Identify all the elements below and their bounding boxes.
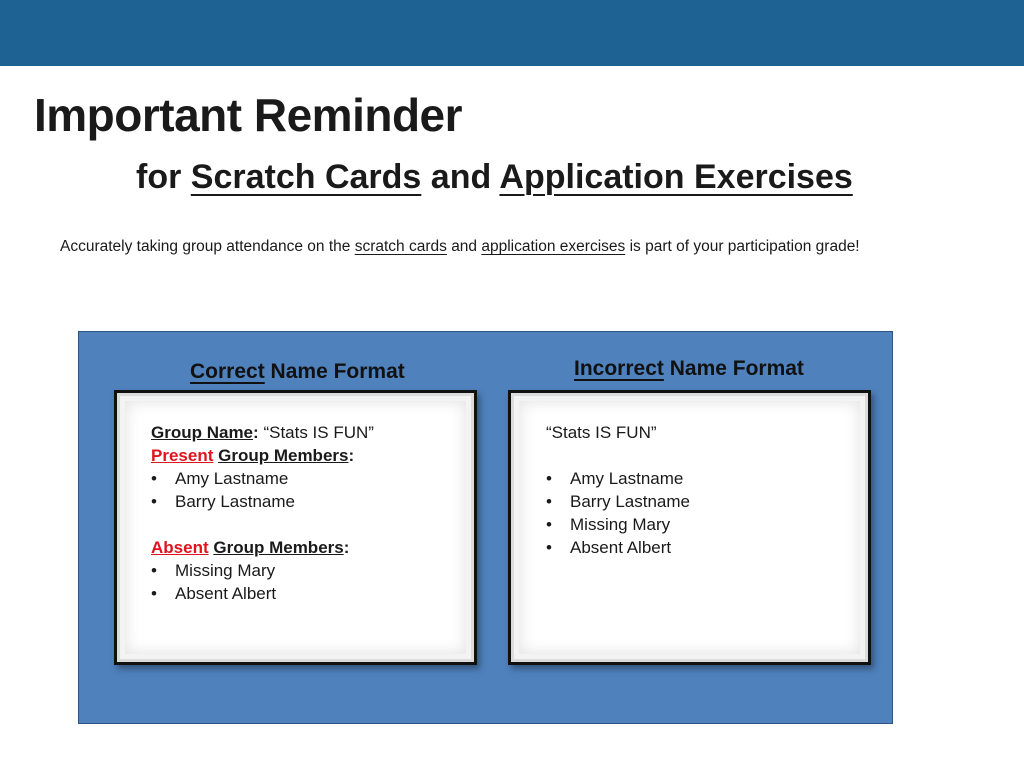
subtitle-application-exercises: Application Exercises (499, 158, 853, 196)
note-text-3: is part of your participation grade! (629, 238, 860, 255)
bullet: • (151, 584, 157, 603)
note-scratch-cards: scratch cards (354, 238, 447, 255)
list-item (546, 490, 690, 513)
note-text-2: and (451, 238, 478, 255)
attendance-note (60, 238, 860, 256)
incorrect-format-card (508, 390, 871, 665)
spacer (151, 513, 374, 536)
group-name-value: “Stats IS FUN” (263, 423, 374, 442)
bullet: • (546, 538, 552, 557)
bullet: • (546, 492, 552, 511)
present-member: Amy Lastname (175, 469, 289, 488)
absent-label: Absent (151, 538, 209, 557)
top-banner (0, 0, 1024, 66)
member-name: Barry Lastname (570, 492, 690, 511)
note-application-exercises: application exercises (481, 238, 626, 255)
bullet: • (546, 469, 552, 488)
group-name-value-only: “Stats IS FUN” (546, 423, 657, 442)
correct-format-heading (190, 360, 405, 384)
subtitle-scratch-cards: Scratch Cards (190, 158, 422, 196)
present-members-line (151, 444, 374, 467)
member-name: Amy Lastname (570, 469, 684, 488)
incorrect-format-heading (574, 357, 804, 381)
bullet: • (546, 515, 552, 534)
list-item (546, 536, 690, 559)
absent-members-line (151, 536, 374, 559)
correct-heading-emphasis: Correct (190, 360, 265, 383)
note-text-1: Accurately taking group attendance on the (60, 238, 351, 255)
correct-format-content (151, 421, 374, 605)
absent-member: Absent Albert (175, 584, 277, 603)
list-item (151, 490, 374, 513)
member-name: Missing Mary (570, 515, 671, 534)
subtitle-for: for (136, 158, 182, 196)
present-members-label: Group Members (218, 446, 349, 465)
group-name-label: Group Name (151, 423, 254, 442)
list-item (151, 467, 374, 490)
page-subtitle (136, 158, 853, 197)
format-examples-panel (78, 331, 893, 724)
list-item (151, 582, 374, 605)
list-item (151, 559, 374, 582)
bullet: • (151, 469, 157, 488)
incorrect-heading-rest: Name Format (669, 357, 804, 380)
incorrect-format-content (546, 421, 690, 559)
absent-members-label: Group Members (213, 538, 344, 557)
absent-member: Missing Mary (175, 561, 276, 580)
group-name-line (151, 421, 374, 444)
present-members-colon: : (348, 446, 355, 465)
subtitle-and: and (430, 158, 492, 196)
list-item (546, 467, 690, 490)
incorrect-heading-emphasis: Incorrect (574, 357, 664, 380)
bullet: • (151, 561, 157, 580)
correct-heading-rest: Name Format (270, 360, 405, 383)
present-label: Present (151, 446, 214, 465)
absent-members-colon: : (343, 538, 350, 557)
present-member: Barry Lastname (175, 492, 295, 511)
spacer (546, 444, 690, 467)
list-item (546, 513, 690, 536)
group-name-colon: : (253, 423, 259, 442)
page-title: Important Reminder (34, 89, 463, 141)
bullet: • (151, 492, 157, 511)
correct-format-card (114, 390, 477, 665)
member-name: Absent Albert (570, 538, 672, 557)
